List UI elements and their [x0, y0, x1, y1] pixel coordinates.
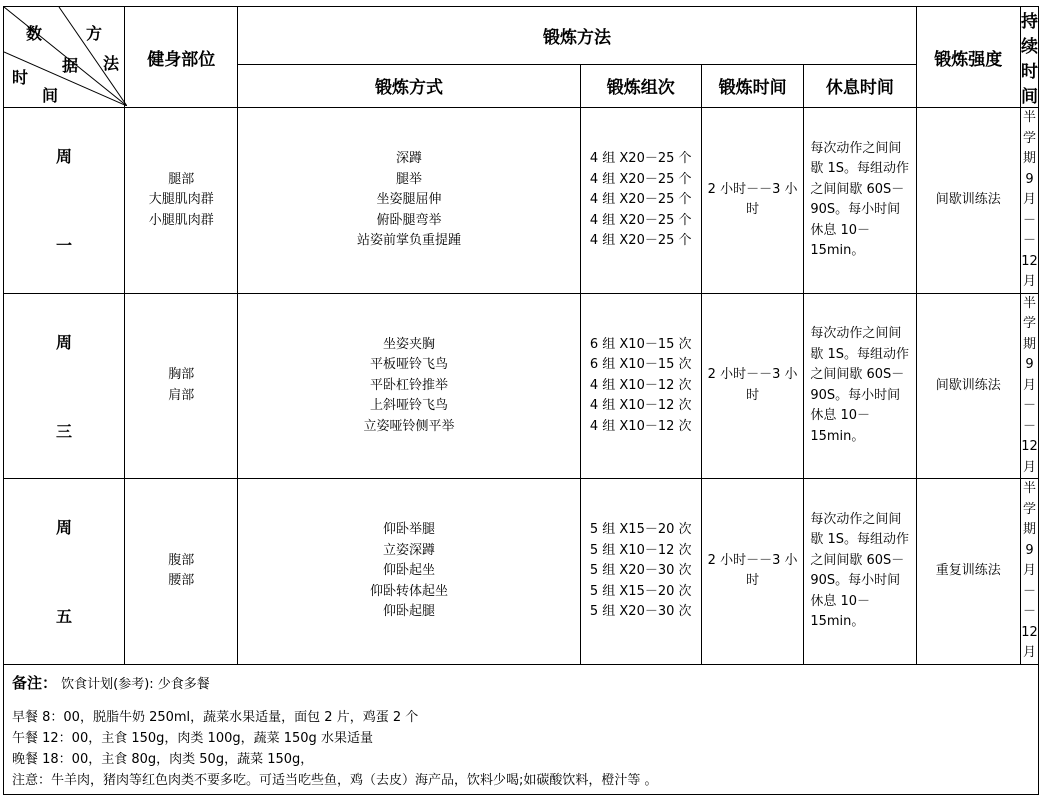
day-bottom: 三 [56, 421, 73, 441]
header-method: 锻炼方法 [238, 7, 916, 65]
day-bottom: 五 [56, 607, 73, 627]
sets-item: 5 组 X15－20 次 [589, 583, 692, 599]
corner-label-fa: 法 [103, 54, 120, 73]
table-row [4, 479, 1039, 665]
day-top: 周 [56, 332, 73, 352]
time-cell: 2 小时－－3 小时 [701, 293, 803, 479]
body-part-cell [125, 293, 238, 479]
day-cell [4, 479, 125, 665]
day-top: 周 [56, 518, 73, 538]
notes-subtitle: 饮食计划(参考): 少食多餐 [61, 676, 210, 692]
sets-cell [580, 293, 701, 479]
time-cell: 2 小时－－3 小时 [701, 108, 803, 294]
body-part-item: 腰部 [168, 573, 195, 589]
notes-cell [4, 664, 1039, 794]
exercise-item: 立姿深蹲 [382, 542, 435, 558]
duration-months: 9 月－－12 月 [1021, 171, 1038, 289]
exercise-item: 平卧杠铃推举 [369, 377, 448, 393]
day-bottom: 一 [56, 236, 73, 256]
sets-item: 4 组 X10－12 次 [589, 398, 692, 413]
sets-item: 5 组 X20－30 次 [589, 604, 692, 619]
exercise-item: 仰卧转体起坐 [369, 583, 448, 599]
sets-item: 5 组 X20－30 次 [589, 563, 692, 578]
exercise-item: 立姿哑铃侧平举 [363, 418, 455, 434]
exercise-item: 仰卧起坐 [382, 563, 435, 578]
corner-label-fang: 方 [86, 24, 103, 43]
table-row [4, 293, 1039, 479]
day-cell [4, 293, 125, 479]
exercise-item: 坐姿腿屈伸 [376, 192, 442, 207]
exercise-cell [238, 293, 580, 479]
body-part-item: 腹部 [168, 552, 195, 568]
exercise-cell [238, 108, 580, 294]
sets-cell [580, 479, 701, 665]
exercise-item: 站姿前掌负重提踵 [356, 233, 461, 248]
exercise-item: 仰卧起腿 [382, 604, 435, 619]
day-top: 周 [56, 147, 73, 167]
sets-item: 4 组 X10－12 次 [589, 377, 692, 393]
note-line: 午餐 12：00，主食 150g，肉类 100g，蔬菜 150g 水果适量 [12, 730, 373, 746]
header-rest: 休息时间 [804, 64, 916, 107]
sets-item: 4 组 X20－25 个 [589, 212, 692, 228]
corner-label-shu: 数 [26, 24, 43, 43]
body-part-cell [125, 108, 238, 294]
body-part-item: 胸部 [168, 367, 195, 383]
body-part-item: 腿部 [168, 171, 195, 187]
header-body-part: 健身部位 [125, 7, 238, 108]
exercise-item: 上斜哑铃飞鸟 [369, 398, 448, 413]
duration-term: 半学期 [1022, 295, 1036, 352]
sets-item: 5 组 X15－20 次 [589, 522, 692, 537]
note-line: 注意：牛羊肉，猪肉等红色肉类不要多吃。可适当吃些鱼，鸡（去皮）海产品，饮料少喝;如碳酸饮料，橙汁等 。 [12, 772, 658, 788]
header-style: 锻炼方式 [238, 64, 580, 107]
body-part-item: 肩部 [168, 387, 195, 403]
training-plan-table [3, 6, 1039, 795]
header-time: 锻炼时间 [701, 64, 803, 107]
exercise-item: 深蹲 [395, 151, 422, 166]
rest-cell: 每次动作之间间歇 1S。每组动作之间间歇 60S－90S。每小时间休息 10－15min。 [804, 293, 916, 479]
body-part-item: 大腿肌肉群 [148, 192, 214, 207]
sets-item: 6 组 X10－15 次 [589, 336, 692, 352]
rest-cell: 每次动作之间间歇 1S。每组动作之间间歇 60S－90S。每小时间休息 10－15min。 [804, 108, 916, 294]
day-cell [4, 108, 125, 294]
header-intensity: 锻炼强度 [916, 7, 1021, 108]
exercise-cell [238, 479, 580, 665]
duration-cell [1021, 479, 1039, 665]
sets-item: 4 组 X20－25 个 [589, 192, 692, 207]
rest-cell: 每次动作之间间歇 1S。每组动作之间间歇 60S－90S。每小时间休息 10－15min。 [804, 479, 916, 665]
exercise-item: 俯卧腿弯举 [376, 212, 442, 228]
sets-item: 6 组 X10－15 次 [589, 357, 692, 372]
corner-label-jian: 间 [42, 86, 59, 105]
duration-months: 9 月－－12 月 [1021, 542, 1038, 660]
exercise-item: 平板哑铃飞鸟 [369, 357, 448, 372]
intensity-cell: 重复训练法 [916, 479, 1021, 665]
sets-item: 4 组 X10－12 次 [589, 418, 692, 434]
sets-item: 4 组 X20－25 个 [589, 151, 692, 166]
intensity-cell: 间歇训练法 [916, 293, 1021, 479]
sets-cell [580, 108, 701, 294]
body-part-cell [125, 479, 238, 665]
corner-label-shi: 时 [12, 68, 29, 87]
header-sets: 锻炼组次 [580, 64, 701, 107]
note-line: 晚餐 18：00，主食 80g，肉类 50g，蔬菜 150g， [12, 751, 314, 767]
exercise-item: 坐姿夹胸 [382, 336, 435, 352]
exercise-item: 腿举 [395, 171, 422, 187]
sets-item: 4 组 X20－25 个 [589, 171, 692, 187]
duration-months: 9 月－－12 月 [1021, 357, 1038, 475]
sets-item: 4 组 X20－25 个 [589, 233, 692, 248]
header-duration: 持续时间 [1021, 7, 1039, 108]
duration-term: 半学期 [1022, 481, 1036, 537]
duration-cell [1021, 108, 1039, 294]
corner-label-ju: 据 [62, 56, 79, 75]
sets-item: 5 组 X10－12 次 [589, 542, 692, 558]
time-cell: 2 小时－－3 小时 [701, 479, 803, 665]
table-row [4, 108, 1039, 294]
corner-header-cell [4, 7, 125, 108]
duration-term: 半学期 [1022, 110, 1036, 166]
intensity-cell: 间歇训练法 [916, 108, 1021, 294]
note-line: 早餐 8：00，脱脂牛奶 250ml，蔬菜水果适量，面包 2 片，鸡蛋 2 个 [12, 709, 419, 725]
body-part-item: 小腿肌肉群 [148, 212, 214, 228]
exercise-item: 仰卧举腿 [382, 522, 435, 537]
duration-cell [1021, 293, 1039, 479]
notes-title: 备注： [12, 673, 58, 692]
